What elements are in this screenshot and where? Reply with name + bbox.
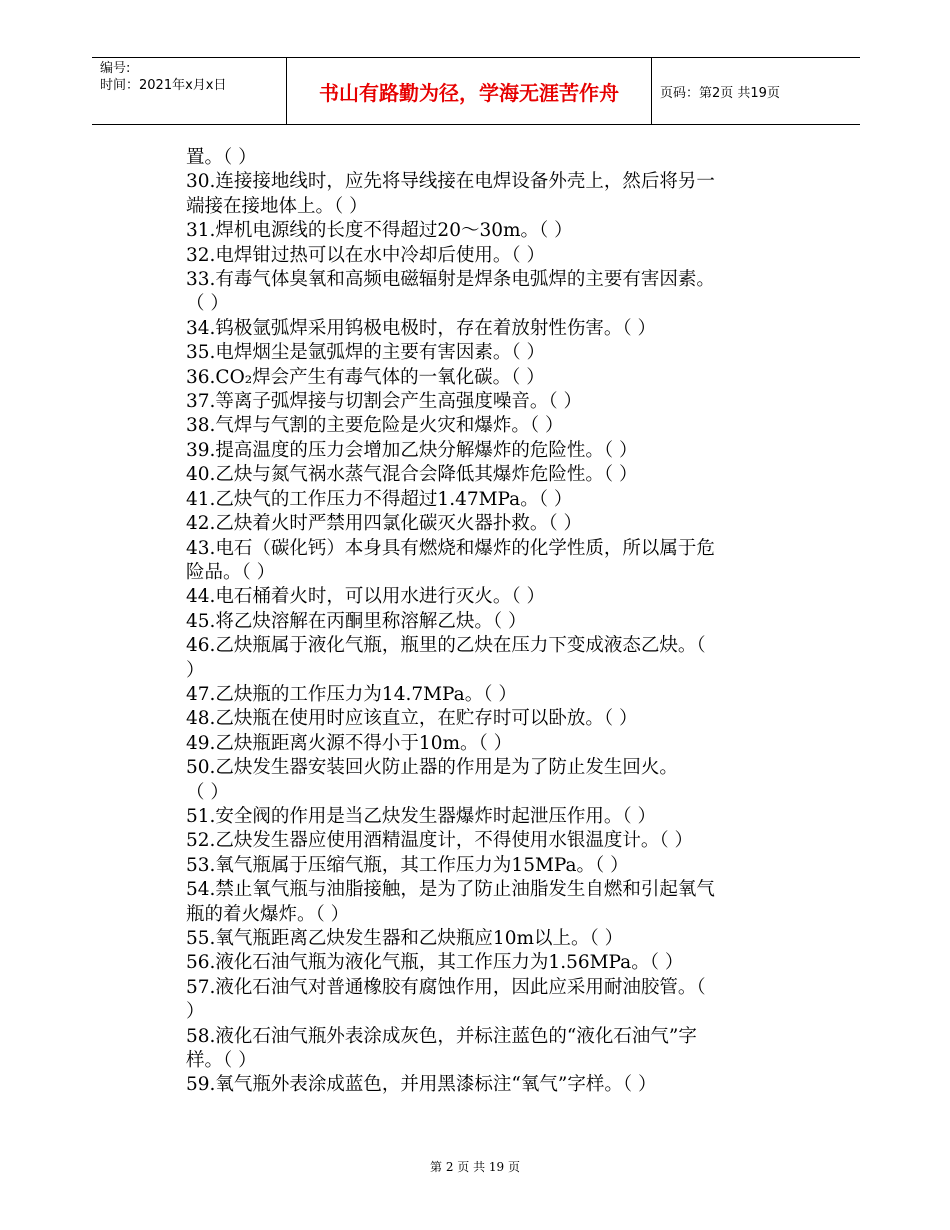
text-line: 49.乙炔瓶距离火源不得小于10m。（ ） — [186, 732, 513, 754]
text-line: 58.液化石油气瓶外表涂成灰色，并标注蓝色的“液化石油气”字 — [186, 1025, 697, 1047]
text-line: 57.液化石油气对普通橡胶有腐蚀作用，因此应采用耐油胶管。（ — [186, 976, 706, 998]
text-line: 34.钨极氩弧焊采用钨极电极时，存在着放射性伤害。（ ） — [186, 317, 657, 339]
text-line: 44.电石桶着火时，可以用水进行灭火。（ ） — [186, 586, 546, 608]
text-line: 46.乙炔瓶属于液化气瓶，瓶里的乙炔在压力下变成液态乙炔。（ — [186, 635, 706, 657]
page-footer: 第 2 页 共 19 页 — [430, 1160, 520, 1174]
text-line: 53.氧气瓶属于压缩气瓶，其工作压力为15MPa。（ ） — [186, 854, 629, 876]
text-line: （ ） — [186, 781, 229, 803]
text-line: ） — [186, 1001, 205, 1023]
text-line: 42.乙炔着火时严禁用四氯化碳灭火器扑救。（ ） — [186, 513, 583, 535]
text-line: 33.有毒气体臭氧和高频电磁辐射是焊条电弧焊的主要有害因素。 — [186, 269, 715, 291]
text-line: 41.乙炔气的工作压力不得超过1.47MPa。（ ） — [186, 488, 573, 510]
text-line: 37.等离子弧焊接与切割会产生高强度噪音。（ ） — [186, 391, 583, 413]
number-label: 编号: — [100, 61, 131, 76]
header-meta — [92, 58, 286, 124]
text-line: 54.禁止氧气瓶与油脂接触，是为了防止油脂发生自燃和引起氧气 — [186, 879, 715, 901]
text-line: 端接在接地体上。（ ） — [186, 195, 368, 217]
text-line: 51.安全阀的作用是当乙炔发生器爆炸时起泄压作用。（ ） — [186, 805, 657, 827]
page-header — [92, 57, 860, 125]
text-line: 50.乙炔发生器安装回火防止器的作用是为了防止发生回火。 — [186, 757, 678, 779]
text-line: ） — [186, 659, 205, 681]
text-line: 43.电石（碳化钙）本身具有燃烧和爆炸的化学性质，所以属于危 — [186, 537, 715, 559]
text-line: 30.连接接地线时，应先将导线接在电焊设备外壳上，然后将另一 — [186, 171, 715, 193]
text-line: （ ） — [186, 293, 229, 315]
header-motto: 书山有路勤为径，学海无涯苦作舟 — [286, 58, 652, 124]
text-line: 59.氧气瓶外表涂成蓝色，并用黑漆标注“氧气”字样。（ ） — [186, 1074, 657, 1096]
text-line: 31.焊机电源线的长度不得超过20～30m。（ ） — [186, 220, 573, 242]
text-line: 险品。（ ） — [186, 561, 276, 583]
text-line: 47.乙炔瓶的工作压力为14.7MPa。（ ） — [186, 683, 517, 705]
text-line: 39.提高温度的压力会增加乙炔分解爆炸的危险性。（ ） — [186, 439, 638, 461]
text-line: 35.电焊烟尘是氩弧焊的主要有害因素。（ ） — [186, 342, 546, 364]
time-label: 时间：2021年x月x日 — [100, 78, 227, 93]
text-line: 45.将乙炔溶解在丙酮里称溶解乙炔。（ ） — [186, 610, 527, 632]
text-line: 48.乙炔瓶在使用时应该直立，在贮存时可以卧放。（ ） — [186, 708, 638, 730]
text-line: 32.电焊钳过热可以在水中冷却后使用。（ ） — [186, 244, 546, 266]
text-line: 56.液化石油气瓶为液化气瓶，其工作压力为1.56MPa。（ ） — [186, 952, 684, 974]
text-line: 38.气焊与气割的主要危险是火灾和爆炸。（ ） — [186, 415, 564, 437]
text-line: 52.乙炔发生器应使用酒精温度计，不得使用水银温度计。（ ） — [186, 830, 694, 852]
question-list — [186, 146, 808, 1098]
text-line: 36.CO₂焊会产生有毒气体的一氧化碳。（ ） — [186, 366, 545, 388]
header-page-info: 页码：第2页 共19页 — [660, 85, 780, 101]
text-line: 40.乙炔与氮气祸水蒸气混合会降低其爆炸危险性。（ ） — [186, 464, 638, 486]
text-line: 55.氧气瓶距离乙炔发生器和乙炔瓶应10m以上。（ ） — [186, 928, 624, 949]
text-line: 瓶的着火爆炸。（ ） — [186, 903, 350, 925]
text-line: 样。（ ） — [186, 1050, 257, 1072]
text-line: 置。（ ） — [186, 147, 257, 168]
